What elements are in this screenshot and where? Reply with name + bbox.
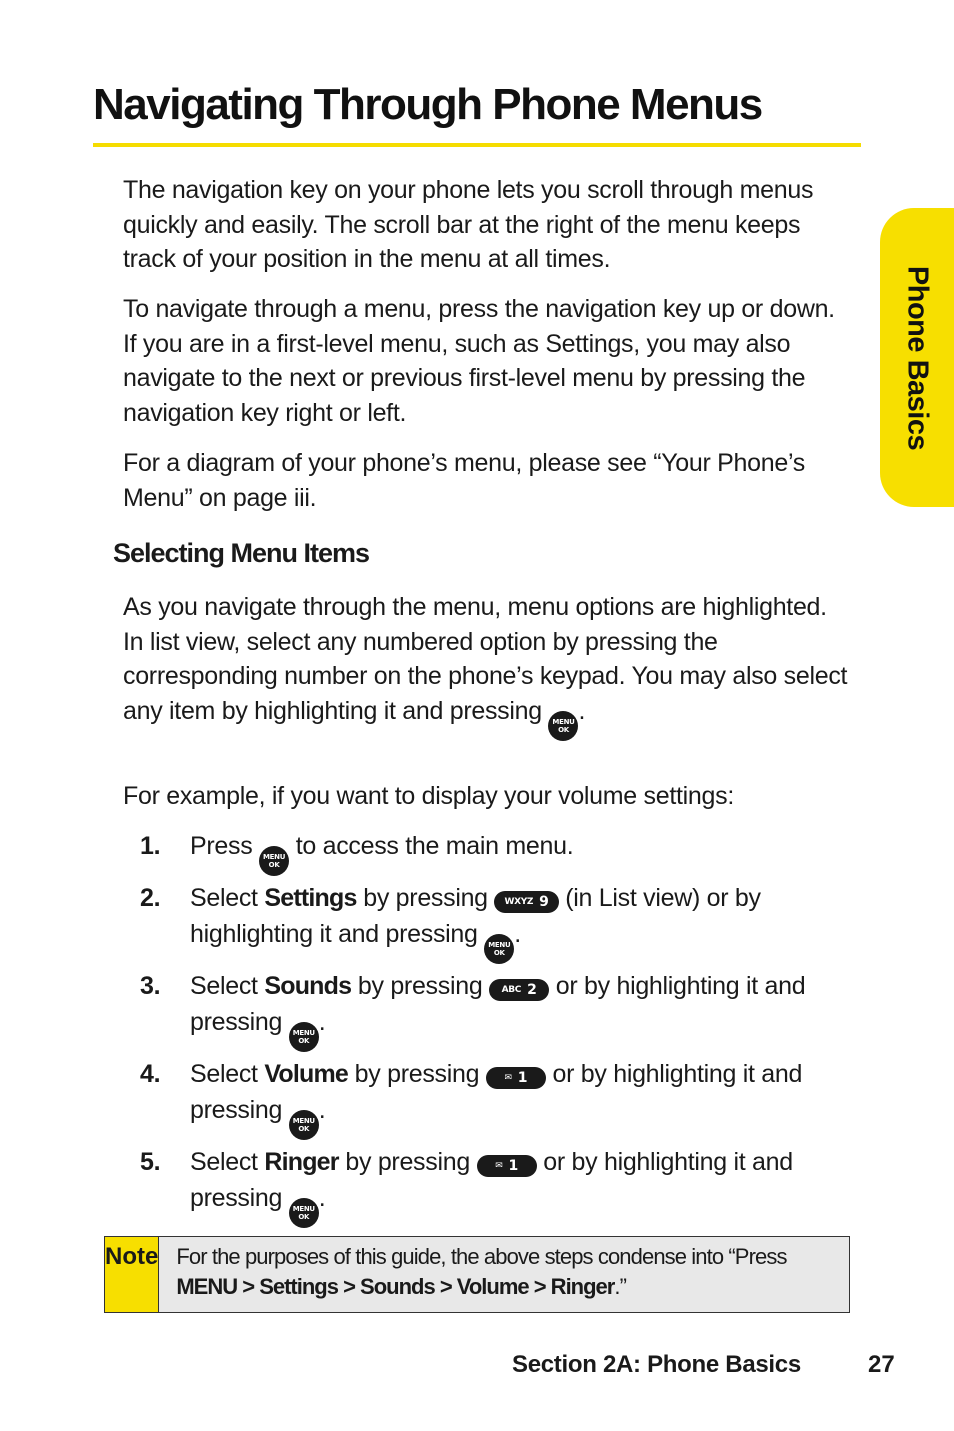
step-number: 4. (140, 1060, 161, 1088)
key-1-icon: ✉ 1 (477, 1155, 537, 1177)
menu-ok-key-icon: MENU OK (484, 934, 514, 964)
menu-ok-key-icon: MENU OK (289, 1022, 319, 1052)
step-5: 5. Select Ringer by pressing ✉ 1 or by highlighting it and pressing MENU OK . (140, 1144, 870, 1228)
step-number: 3. (140, 972, 161, 1000)
menu-path: MENU > Settings > Sounds > Volume > Ringer (176, 1274, 615, 1299)
key-2-icon: ABC 2 (489, 979, 549, 1001)
menu-ok-key-icon: MENU OK (259, 846, 289, 876)
step-2: 2. Select Settings by pressing WXYZ 9 (in List view) or by highlighting it and pressing MENU OK . (140, 880, 870, 964)
menu-ok-key-icon: MENU OK (289, 1110, 319, 1140)
note-label: Note (105, 1237, 159, 1312)
step-number: 5. (140, 1148, 161, 1176)
note-box (104, 1236, 850, 1313)
example-intro: For example, if you want to display your volume settings: (123, 782, 734, 810)
side-tab-label: Phone Basics (901, 265, 934, 450)
section-side-tab (880, 208, 954, 507)
menu-ok-key-icon: MENU OK (548, 711, 578, 741)
intro-paragraph-3: For a diagram of your phone’s menu, please see “Your Phone’s Menu” on page iii. (123, 449, 805, 512)
step-number: 1. (140, 832, 161, 860)
note-text: For the purposes of this guide, the above steps condense into “Press MENU > Settings > Sounds > Volume > Ringer.” (176, 1244, 787, 1299)
footer-section: Section 2A: Phone Basics (512, 1351, 801, 1378)
key-1-icon: ✉ 1 (486, 1067, 546, 1089)
intro-paragraph-2: To navigate through a menu, press the navigation key up or down. If you are in a first-level menu, such as Settings, you may also navigate to the next or previous first-level menu by pressing the navigation key right or left. (123, 295, 835, 427)
menu-item-name: Volume (264, 1060, 348, 1088)
page-number: 27 (868, 1351, 895, 1378)
subheading: Selecting Menu Items (113, 538, 370, 568)
key-9-icon: WXYZ 9 (494, 891, 558, 913)
menu-item-name: Sounds (264, 972, 352, 1000)
menu-item-name: Ringer (264, 1148, 339, 1176)
selecting-paragraph-text: As you navigate through the menu, menu options are highlighted. In list view, select any numbered option by pressing the corresponding number on the phone’s keypad. You may also select any item by highlighting it and pressing (123, 593, 848, 725)
step-1: 1. Press MENU OK to access the main menu. (140, 828, 573, 876)
title-underline (93, 143, 861, 147)
step-number: 2. (140, 884, 161, 912)
menu-ok-key-icon: MENU OK (289, 1198, 319, 1228)
intro-paragraph-1: The navigation key on your phone lets you scroll through menus quickly and easily. The scroll bar at the right of the menu keeps track of your position in the menu at all times. (123, 176, 814, 273)
selecting-paragraph: As you navigate through the menu, menu options are highlighted. In list view, select any numbered option by pressing the corresponding number on the phone’s keypad. You may also select any item by highlighting it and pressing MENU OK . (123, 590, 853, 741)
page-title: Navigating Through Phone Menus (93, 80, 762, 129)
step-4: 4. Select Volume by pressing ✉ 1 or by highlighting it and pressing MENU OK . (140, 1056, 870, 1140)
step-3: 3. Select Sounds by pressing ABC 2 or by highlighting it and pressing MENU OK . (140, 968, 870, 1052)
menu-item-name: Settings (264, 884, 357, 912)
